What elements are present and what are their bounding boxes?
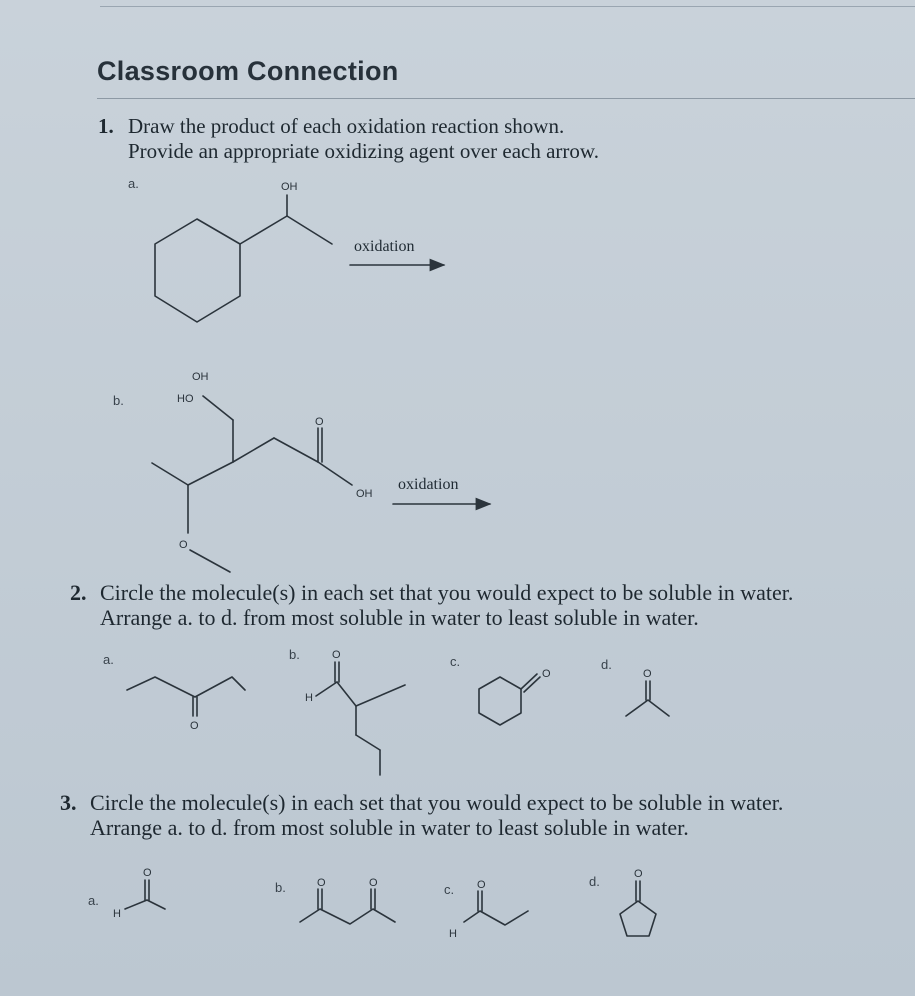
q2-a-molecule <box>127 677 245 732</box>
q1-part-b-label: b. <box>113 393 124 408</box>
question-1-number: 1. <box>98 114 114 138</box>
q2-part-b-label: b. <box>289 647 300 662</box>
q2-b-molecule <box>305 649 405 775</box>
question-1-line-2: Provide an appropriate oxidizing agent over each arrow. <box>128 139 599 163</box>
q3-b-o-atom-2: O <box>369 877 378 889</box>
question-3-number: 3. <box>60 790 77 815</box>
question-2-line-2: Arrange a. to d. from most soluble in water to least soluble in water. <box>100 605 699 630</box>
q3-a-h-atom: H <box>113 908 121 920</box>
q3-d-o-atom: O <box>634 868 643 880</box>
q1-b-ether-o: O <box>179 539 188 551</box>
q1-a-arrow-label: oxidation <box>354 238 415 255</box>
question-3 <box>60 790 783 840</box>
q3-b-o-atom-1: O <box>317 877 326 889</box>
q3-part-a-label: a. <box>88 893 99 908</box>
q1-a-molecule <box>155 181 332 322</box>
q3-part-b-label: b. <box>275 880 286 895</box>
q2-c-o-atom: O <box>542 668 551 680</box>
q1-b-molecule <box>152 371 373 572</box>
q3-c-o-atom: O <box>477 879 486 891</box>
q2-a-o-atom: O <box>190 720 199 732</box>
q3-part-d-label: d. <box>589 874 600 889</box>
q2-d-molecule <box>626 668 669 716</box>
q1-b-acid-oh: OH <box>356 488 373 500</box>
q3-a-o-atom: O <box>143 867 152 879</box>
q3-b-molecule <box>300 877 395 924</box>
q1-b-carbonyl-o: O <box>315 416 324 428</box>
q2-part-c-label: c. <box>450 654 461 669</box>
question-3-line-2: Arrange a. to d. from most soluble in water to least soluble in water. <box>90 815 689 840</box>
q1-b-ho-atom: HO <box>177 393 194 405</box>
question-2 <box>70 580 793 630</box>
question-2-line-1: Circle the molecule(s) in each set that you would expect to be soluble in water. <box>100 580 794 605</box>
q2-d-o-atom: O <box>643 668 652 680</box>
q2-part-a-label: a. <box>103 652 114 667</box>
q3-d-molecule <box>620 868 656 936</box>
q2-b-h-atom: H <box>305 692 313 704</box>
question-2-number: 2. <box>70 580 87 605</box>
question-3-line-1: Circle the molecule(s) in each set that you would expect to be soluble in water. <box>90 790 784 815</box>
q2-part-d-label: d. <box>601 657 612 672</box>
q1-b-oh-top: OH <box>192 371 209 383</box>
q1-a-oh-atom: OH <box>281 181 298 193</box>
question-1-line-1: Draw the product of each oxidation reaction shown. <box>128 114 565 138</box>
q2-b-o-atom: O <box>332 649 341 661</box>
q1-part-a-label: a. <box>128 176 139 191</box>
cyclopentane-ring <box>620 901 656 936</box>
q1-b-arrow-label: oxidation <box>398 476 459 493</box>
q3-c-molecule <box>449 879 528 940</box>
q2-c-molecule <box>479 668 551 725</box>
cyclohexane-ring <box>479 677 521 725</box>
q3-c-h-atom: H <box>449 928 457 940</box>
section-title: Classroom Connection <box>97 56 399 86</box>
q3-part-c-label: c. <box>444 882 455 897</box>
cyclohexane-ring <box>155 219 240 322</box>
q3-a-molecule <box>113 867 165 920</box>
